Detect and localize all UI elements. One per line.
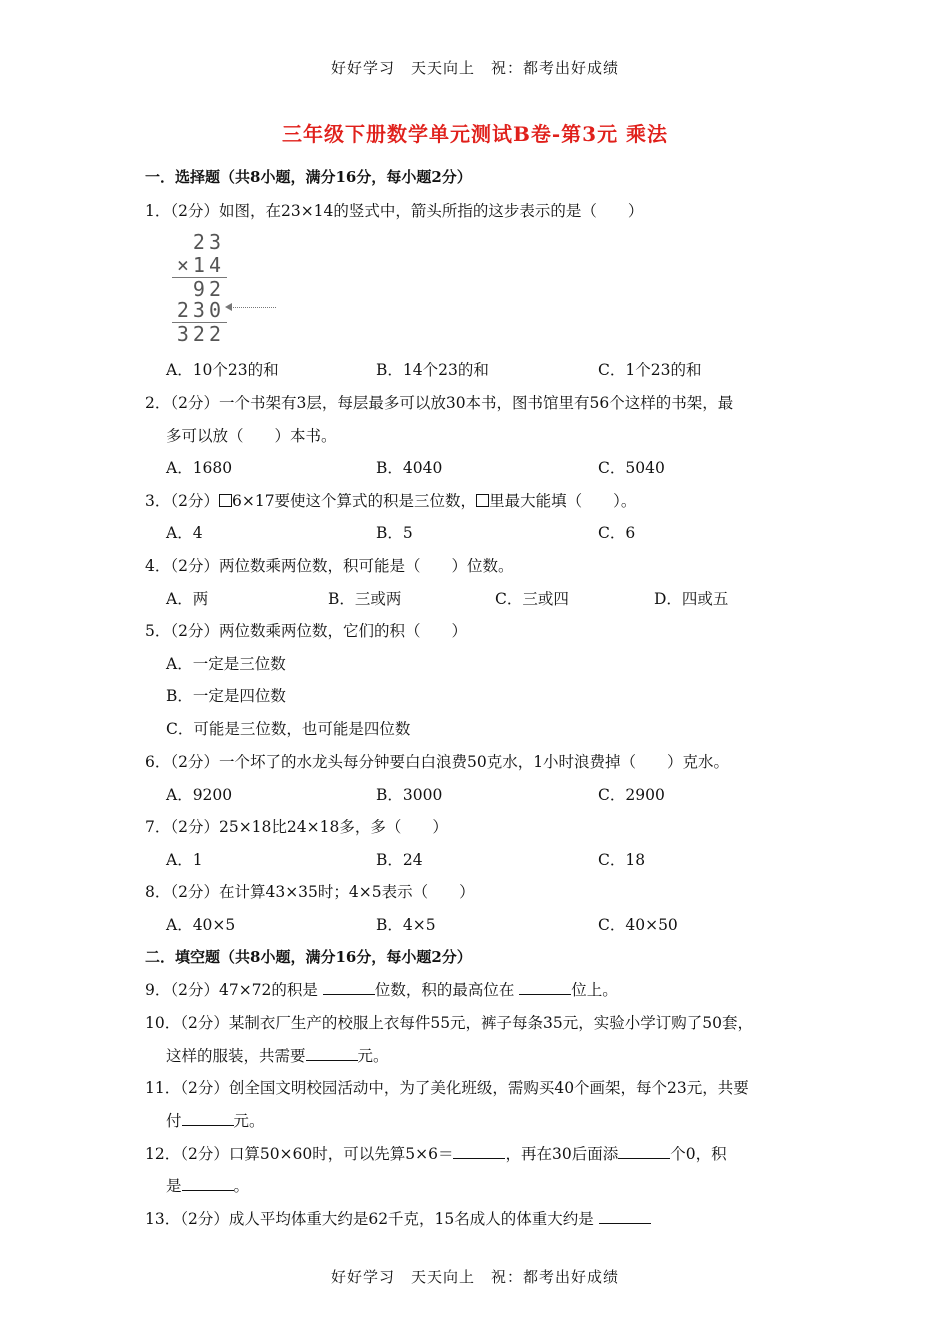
- question-1: 1．（2分）如图，在23×14的竖式中，箭头所指的这步表示的是（ ）: [145, 202, 644, 220]
- q3-post: 里最大能填（ ）。: [489, 492, 637, 510]
- q2-option-a: A．1680: [166, 459, 233, 477]
- figure-row-2: ×14: [176, 253, 225, 277]
- answer-blank[interactable]: [323, 980, 375, 995]
- question-12-cont: [166, 1174, 249, 1196]
- question-11-cont: [166, 1109, 265, 1131]
- q12-cont-1: 是: [166, 1177, 182, 1195]
- section-choice-heading: 一．选择题（共8小题，满分16分，每小题2分）: [145, 168, 472, 186]
- q12-cont-2: 。: [233, 1177, 250, 1195]
- q11-part-1: 付: [166, 1112, 182, 1130]
- question-10-cont: [166, 1044, 389, 1066]
- q2-option-c: C．5040: [598, 459, 665, 477]
- answer-blank[interactable]: [182, 1176, 234, 1191]
- page-title: 三年级下册数学单元测试B卷-第3元 乘法: [281, 122, 669, 146]
- q1-option-b: B．14个23的和: [376, 361, 489, 379]
- q12-part-1: 12．（2分）口算50×60时，可以先算5×6＝: [145, 1145, 454, 1163]
- question-2: 2．（2分）一个书架有3层，每层最多可以放30本书，图书馆里有56个这样的书架，最: [145, 394, 734, 412]
- page-footer: 好好学习 天天向上 祝：都考出好成绩: [330, 1268, 619, 1286]
- q4-option-c: C．三或四: [495, 590, 569, 608]
- q13-text: 13．（2分）成人平均体重大约是62千克，15名成人的体重大约是: [145, 1210, 599, 1228]
- q4-option-b: B．三或两: [328, 590, 402, 608]
- q3-option-c: C．6: [598, 524, 636, 542]
- question-12: [145, 1142, 727, 1164]
- figure-row-1: 23: [192, 230, 225, 254]
- answer-blank[interactable]: [306, 1046, 358, 1061]
- figure-row-5: 322: [176, 322, 225, 346]
- q5-option-b: B．一定是四位数: [166, 687, 286, 705]
- q10-part-1: 这样的服装，共需要: [166, 1047, 306, 1065]
- question-10: 10．（2分）某制衣厂生产的校服上衣每件55元，裤子每条35元，实验小学订购了50套，: [145, 1014, 754, 1032]
- question-4: 4．（2分）两位数乘两位数，积可能是（ ）位数。: [145, 557, 514, 575]
- question-13: [145, 1207, 651, 1229]
- q8-option-a: A．40×5: [166, 916, 236, 934]
- q9-part-2: 位数，积的最高位在: [374, 981, 520, 999]
- figure-row-3: 92: [192, 277, 225, 301]
- q6-option-c: C．2900: [598, 786, 665, 804]
- q4-option-a: A．两: [166, 590, 209, 608]
- q3-option-b: B．5: [376, 524, 413, 542]
- q3-option-a: A．4: [166, 524, 203, 542]
- q9-part-1: 9．（2分）47×72的积是: [145, 981, 323, 999]
- answer-blank[interactable]: [453, 1144, 505, 1159]
- question-6: 6．（2分）一个坏了的水龙头每分钟要白白浪费50克水，1小时浪费掉（ ）克水。: [145, 753, 730, 771]
- question-9: [145, 978, 618, 1000]
- q7-option-b: B．24: [376, 851, 423, 869]
- q3-pre: 3．（2分）: [145, 492, 219, 510]
- answer-blank[interactable]: [618, 1144, 670, 1159]
- q2-option-b: B．4040: [376, 459, 443, 477]
- question-3: [145, 489, 636, 511]
- answer-blank[interactable]: [599, 1209, 651, 1224]
- blank-box-icon: [219, 494, 232, 507]
- q9-part-3: 位上。: [571, 981, 618, 999]
- q7-option-c: C．18: [598, 851, 646, 869]
- answer-blank[interactable]: [182, 1111, 234, 1126]
- figure-row-4: 230: [176, 298, 225, 322]
- page-header: 好好学习 天天向上 祝：都考出好成绩: [330, 59, 619, 77]
- question-8: 8．（2分）在计算43×35时；4×5表示（ ）: [145, 883, 475, 901]
- q5-option-c: C．可能是三位数，也可能是四位数: [166, 720, 411, 738]
- q1-option-a: A．10个23的和: [166, 361, 279, 379]
- q5-option-a: A．一定是三位数: [166, 655, 286, 673]
- answer-blank[interactable]: [519, 980, 571, 995]
- q11-part-2: 元。: [233, 1112, 265, 1130]
- question-2-cont: 多可以放（ ）本书。: [166, 427, 337, 445]
- question-7: 7．（2分）25×18比24×18多，多（ ）: [145, 818, 448, 836]
- q6-option-a: A．9200: [166, 786, 233, 804]
- arrow-line: [228, 307, 276, 308]
- q12-part-2: ，再在30后面添: [505, 1145, 619, 1163]
- q12-part-3: 个0，积: [670, 1145, 727, 1163]
- q6-option-b: B．3000: [376, 786, 443, 804]
- question-11: 11．（2分）创全国文明校园活动中，为了美化班级，需购买40个画架，每个23元，共要: [145, 1079, 749, 1097]
- q1-option-c: C．1个23的和: [598, 361, 702, 379]
- blank-box-icon: [476, 494, 489, 507]
- multiplication-figure: [170, 230, 280, 345]
- q4-option-d: D．四或五: [654, 590, 729, 608]
- question-5: 5．（2分）两位数乘两位数，它们的积（ ）: [145, 622, 467, 640]
- q8-option-c: C．40×50: [598, 916, 678, 934]
- section-fill-heading: 二．填空题（共8小题，满分16分，每小题2分）: [145, 948, 472, 966]
- q10-part-2: 元。: [357, 1047, 389, 1065]
- q3-mid: 6×17要使这个算式的积是三位数，: [231, 492, 477, 510]
- q8-option-b: B．4×5: [376, 916, 436, 934]
- q7-option-a: A．1: [166, 851, 203, 869]
